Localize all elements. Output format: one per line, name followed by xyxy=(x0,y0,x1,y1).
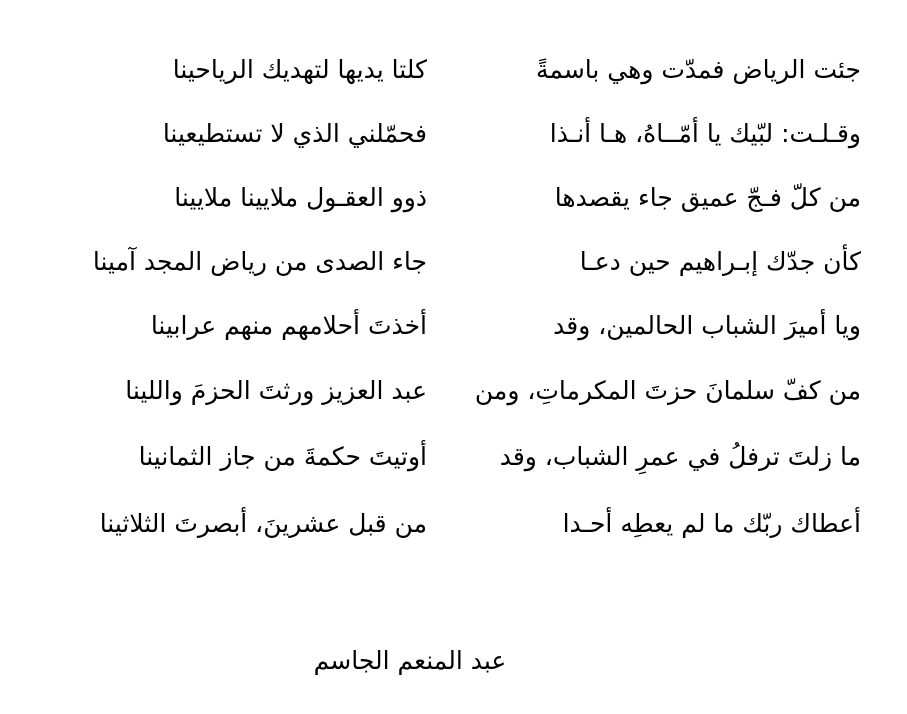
verse-3-first-hemistich: من كلّ فـجّ عميق جاء يقصدها xyxy=(554,183,861,212)
verse-8-second-hemistich: من قبل عشرينَ، أبصرتَ الثلاثينا xyxy=(99,509,427,538)
verse-4-first-hemistich: كأن جدّك إبـراهيم حين دعـا xyxy=(579,247,861,276)
verse-1-second-hemistich: كلتا يديها لتهديك الرياحينا xyxy=(172,55,427,84)
verse-4-second-hemistich: جاء الصدى من رياض المجد آمينا xyxy=(92,247,427,276)
verse-6 xyxy=(0,367,907,415)
verse-8-first-hemistich: أعطاك ربّك ما لم يعطِه أحـدا xyxy=(562,509,861,538)
verse-5-second-hemistich: أخذتَ أحلامهم منهم عرابينا xyxy=(150,311,427,340)
verse-1-first-hemistich: جئت الرياض فمدّت وهي باسمةً xyxy=(535,55,861,84)
verse-7 xyxy=(0,433,907,481)
verse-2 xyxy=(0,110,907,158)
verse-8 xyxy=(0,500,907,548)
verse-4 xyxy=(0,238,907,286)
poet-signature: عبد المنعم الجاسم xyxy=(313,646,507,675)
verse-2-second-hemistich: فحمّلني الذي لا تستطيعينا xyxy=(162,119,427,148)
verse-7-second-hemistich: أوتيتَ حكمةَ من جاز الثمانينا xyxy=(138,442,427,471)
verse-3 xyxy=(0,174,907,222)
verse-1 xyxy=(0,46,907,94)
verse-7-first-hemistich: ما زلتَ ترفلُ في عمرِ الشباب، وقد xyxy=(499,442,861,471)
verse-6-first-hemistich: من كفّ سلمانَ حزتَ المكرماتِ، ومن xyxy=(474,376,861,405)
verse-5-first-hemistich: ويا أميرَ الشباب الحالمين، وقد xyxy=(553,311,861,340)
verse-3-second-hemistich: ذوو العقـول ملايينا ملايينا xyxy=(174,183,427,212)
verse-5 xyxy=(0,302,907,350)
verse-6-second-hemistich: عبد العزيز ورثتَ الحزمَ واللينا xyxy=(125,376,427,405)
verse-2-first-hemistich: وقـلـت: لبّيك يا أمّــاهُ، هـا أنـذا xyxy=(549,119,861,148)
